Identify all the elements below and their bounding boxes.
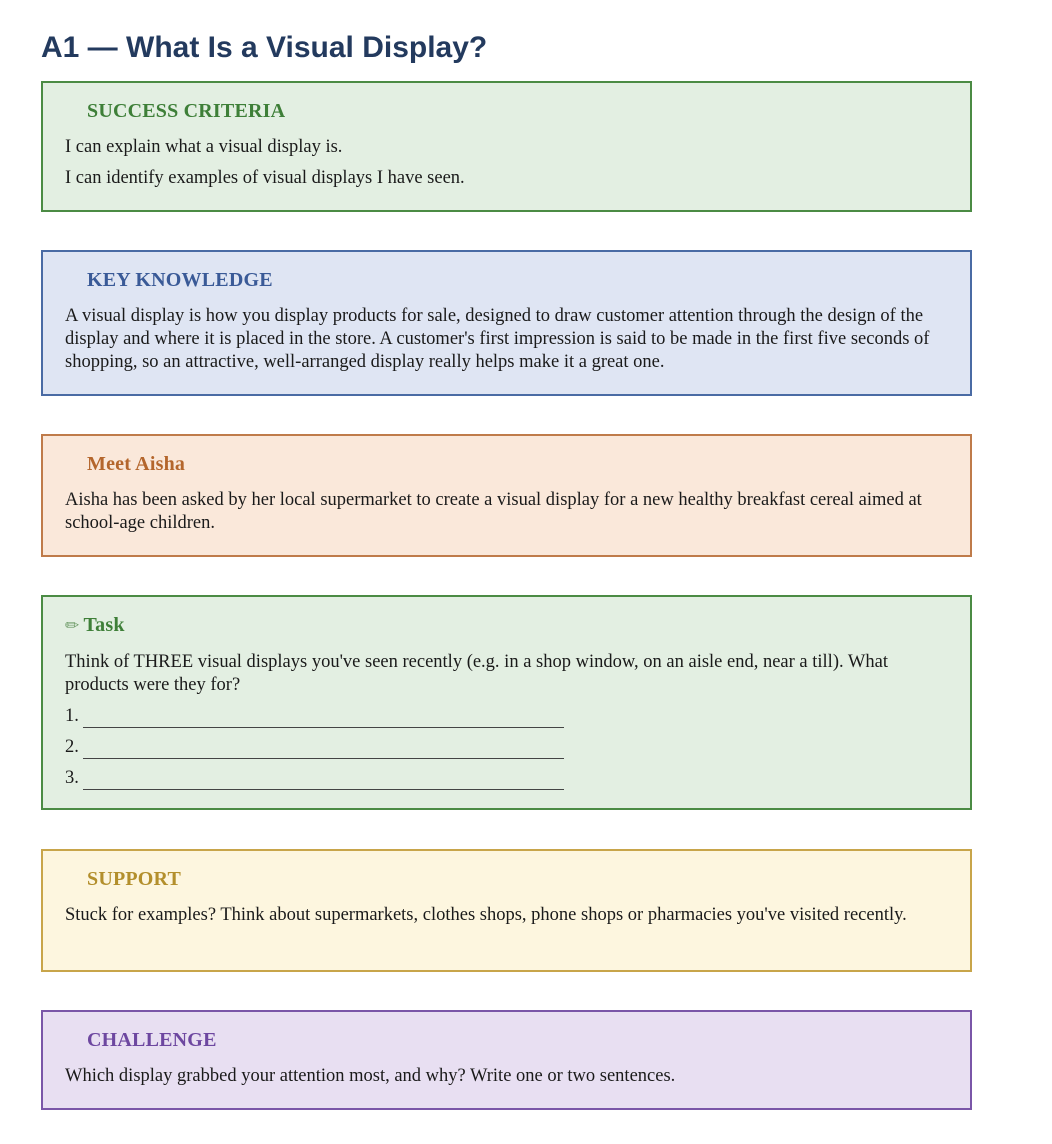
- answer-line-3[interactable]: [65, 767, 948, 790]
- support-box: [41, 849, 972, 972]
- challenge-text: Which display grabbed your attention most, and why? Write one or two sentences.: [65, 1066, 676, 1086]
- success-criterion: I can identify examples of visual displays I have seen.: [65, 168, 465, 188]
- task-heading-row: [65, 613, 948, 638]
- page-title: A1 — What Is a Visual Display?: [41, 31, 488, 64]
- answer-blank[interactable]: [83, 709, 564, 728]
- challenge-heading: CHALLENGE: [87, 1029, 217, 1051]
- pencil-icon: ✏: [65, 616, 80, 636]
- meet-aisha-box: [41, 434, 972, 557]
- task-box: [41, 595, 972, 810]
- answer-blank[interactable]: [83, 771, 564, 790]
- meet-aisha-text: Aisha has been asked by her local supermarket to create a visual display for a new healthy breakfast cereal aimed at school-age children.: [65, 490, 922, 533]
- meet-aisha-heading: Meet Aisha: [87, 453, 186, 475]
- answer-number: 1.: [65, 706, 79, 726]
- answer-blank[interactable]: [83, 740, 564, 759]
- answer-line-1[interactable]: [65, 705, 948, 728]
- task-heading: Task: [83, 614, 125, 636]
- key-knowledge-text: A visual display is how you display products for sale, designed to draw customer attention through the design of the display and where it is placed in the store. A customer's first impression is said to be made in the first five seconds of shopping, so an attractive, well-arranged display really helps make it a great one.: [65, 306, 930, 372]
- success-criterion: I can explain what a visual display is.: [65, 137, 343, 157]
- success-criteria-heading: SUCCESS CRITERIA: [87, 100, 286, 122]
- support-text: Stuck for examples? Think about supermarkets, clothes shops, phone shops or pharmacies you've visited recently.: [65, 905, 907, 925]
- answer-number: 2.: [65, 737, 79, 757]
- answer-number: 3.: [65, 768, 79, 788]
- success-criteria-box: [41, 81, 972, 212]
- answer-line-2[interactable]: [65, 736, 948, 759]
- support-heading: SUPPORT: [87, 868, 182, 890]
- task-prompt: Think of THREE visual displays you've seen recently (e.g. in a shop window, on an aisle end, near a till). What products were they for?: [65, 652, 888, 695]
- key-knowledge-heading: KEY KNOWLEDGE: [87, 269, 273, 291]
- key-knowledge-box: [41, 250, 972, 396]
- challenge-box: [41, 1010, 972, 1110]
